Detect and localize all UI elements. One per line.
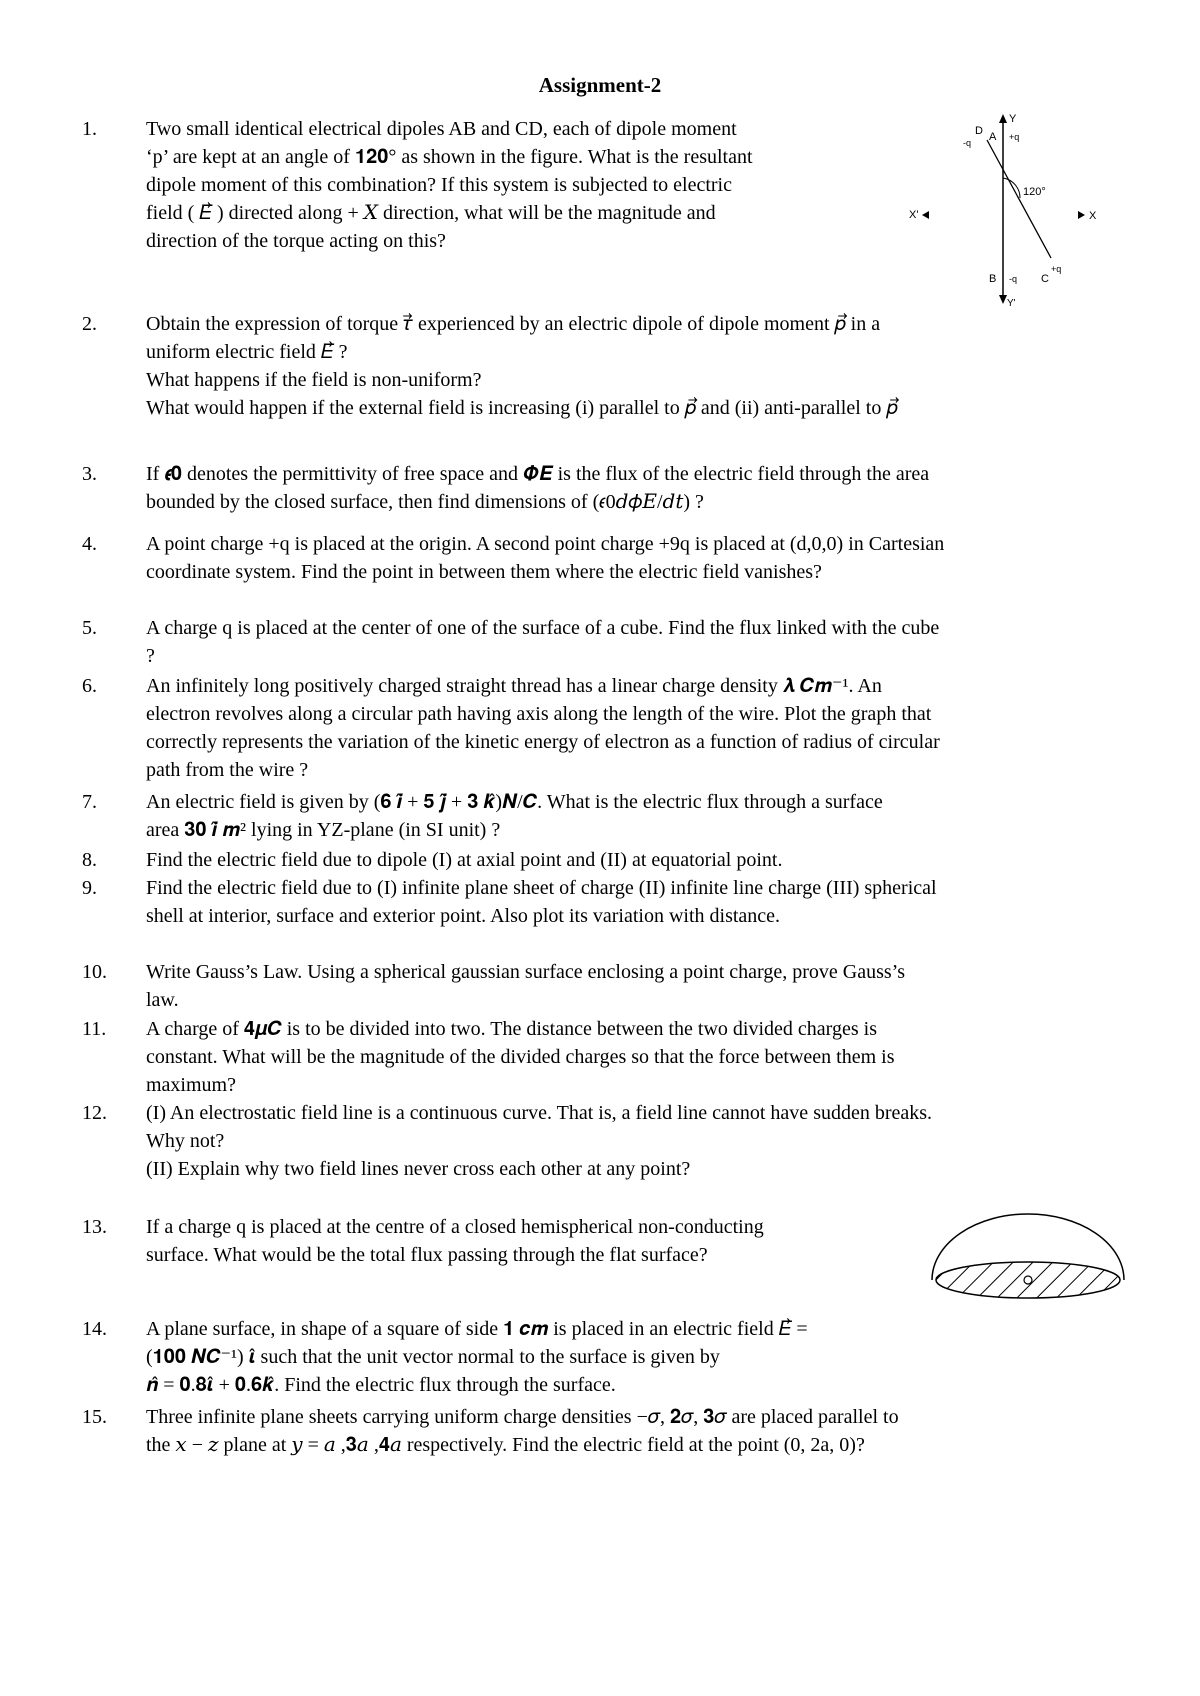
- point-c-label: C: [1041, 273, 1049, 285]
- question-text: A charge q is placed at the center of one of the surface of a cube. Find the flux linked with the cube ?: [146, 617, 940, 667]
- charge-d-label: -q: [963, 138, 972, 148]
- x-neg-arrow-icon: [922, 211, 929, 219]
- question-text: Three infinite plane sheets carrying uniform charge densities −𝜎, 𝟐𝜎, 𝟑𝜎 are placed parallel to the 𝑥 − 𝑧 plane at 𝑦 = 𝑎 ,𝟑𝑎 ,𝟒𝑎 respectively. Find the electric field at the point (0, 2a, 0)?: [146, 1406, 899, 1456]
- question-text: If 𝝐𝟎 denotes the permittivity of free space and 𝜱𝑬 is the flux of the electric field through the area bounded by the closed surface, then find dimensions of (𝜖0𝑑𝜙𝐸/𝑑𝑡) ?: [146, 463, 930, 513]
- page-title: Assignment-2: [538, 73, 662, 97]
- charge-a-label: +q: [1009, 132, 1020, 142]
- question-number: 3.: [82, 463, 97, 485]
- point-b-label: B: [989, 273, 997, 285]
- dipole-cd-line: [987, 140, 1051, 258]
- question-number: 2.: [82, 313, 97, 335]
- question-text: A charge of 𝟒𝝁𝑪 is to be divided into two. The distance between the two divided charges is constant. What will be the magnitude of the divided charges so that the force between them is maximum?: [146, 1018, 895, 1096]
- question-number: 5.: [82, 617, 97, 639]
- question-text: Obtain the expression of torque 𝜏⃗ experienced by an electric dipole of dipole moment 𝑝⃗ in a uniform electric field 𝐸⃗ ? What happens if the field is non-uniform? What would happen if the external field is increasing (i) parallel to 𝑝⃗ and (ii) anti-parallel to 𝑝⃗: [146, 313, 898, 419]
- charge-dot: [1024, 1276, 1032, 1284]
- y-label: Y: [1009, 113, 1017, 125]
- point-a-label: A: [989, 131, 997, 143]
- question-text: (I) An electrostatic field line is a continuous curve. That is, a field line cannot have sudden breaks. Why not? (II) Explain why two field lines never cross each other at any point?: [146, 1102, 933, 1180]
- point-d-label: D: [975, 125, 983, 137]
- question-number: 10.: [82, 961, 107, 983]
- question-number: 12.: [82, 1102, 107, 1124]
- question-number: 6.: [82, 675, 97, 697]
- question-number: 14.: [82, 1318, 107, 1340]
- question-text: If a charge q is placed at the centre of a closed hemispherical non-conducting surface. What would be the total flux passing through the flat surface?: [146, 1216, 764, 1266]
- question-text: A point charge +q is placed at the origin. A second point charge +9q is placed at (d,0,0) in Cartesian coordinate system. Find the point in between them where the electric field vanishes?: [146, 533, 945, 583]
- question-number: 1.: [82, 118, 97, 140]
- question-number: 11.: [82, 1018, 107, 1040]
- charge-c-label: +q: [1051, 264, 1062, 274]
- question-text: An electric field is given by (𝟔 𝒊̂ + 𝟓 𝒋̂ + 𝟑 𝒌̂)𝑵/𝑪. What is the electric flux through a surface area 𝟑𝟎 𝒊̂ 𝒎² lying in YZ-plane (in SI unit) ?: [146, 791, 883, 841]
- charge-b-label: -q: [1009, 274, 1018, 284]
- x-label: X: [1089, 210, 1097, 222]
- question-number: 8.: [82, 849, 97, 871]
- question-number: 9.: [82, 877, 97, 899]
- question-number: 7.: [82, 791, 97, 813]
- question-number: 4.: [82, 533, 97, 555]
- question-text: Find the electric field due to dipole (I) at axial point and (II) at equatorial point.: [146, 849, 783, 871]
- question-number: 13.: [82, 1216, 107, 1238]
- angle-label: 120°: [1023, 186, 1046, 198]
- question-text: A plane surface, in shape of a square of side 𝟏 𝒄𝒎 is placed in an electric field 𝐸⃗ = (𝟏𝟎𝟎 𝑵𝑪⁻¹) 𝜾̂ such that the unit vector normal to the surface is given by 𝒏̂ = 𝟎.𝟖𝜾̂ + 𝟎.𝟔𝒌̂. Find the electric flux through the surface.: [146, 1318, 808, 1396]
- question-text: An infinitely long positively charged straight thread has a linear charge density 𝝀 𝑪𝒎⁻¹. An electron revolves along a circular path having axis along the length of the wire. Plot the graph that correctly represents the variation of the kinetic energy of electron as a function of radius of circular path from the wire ?: [146, 675, 940, 781]
- y-arrow-icon: [999, 114, 1007, 123]
- question-text: Find the electric field due to (I) infinite plane sheet of charge (II) infinite line charge (III) spherical shell at interior, surface and exterior point. Also plot its variation with distance.: [146, 877, 937, 927]
- question-text: Write Gauss’s Law. Using a spherical gaussian surface enclosing a point charge, prove Gauss’s law.: [146, 961, 905, 1011]
- x-arrow-icon: [1078, 211, 1085, 219]
- x-neg-label: X': [909, 209, 919, 221]
- question-number: 15.: [82, 1406, 107, 1428]
- dipole-figure: [905, 110, 1105, 310]
- hemisphere-figure: [928, 1208, 1128, 1308]
- y-neg-arrow-icon: [999, 295, 1007, 304]
- question-text: Two small identical electrical dipoles AB and CD, each of dipole moment ‘p’ are kept at an angle of 𝟏𝟐𝟎° as shown in the figure. What is the resultant dipole moment of this combination? If this system is subjected to electric field ( 𝐸⃗ ) directed along + 𝑋 direction, what will be the magnitude and direction of the torque acting on this?: [146, 118, 753, 252]
- y-neg-label: Y': [1007, 298, 1016, 309]
